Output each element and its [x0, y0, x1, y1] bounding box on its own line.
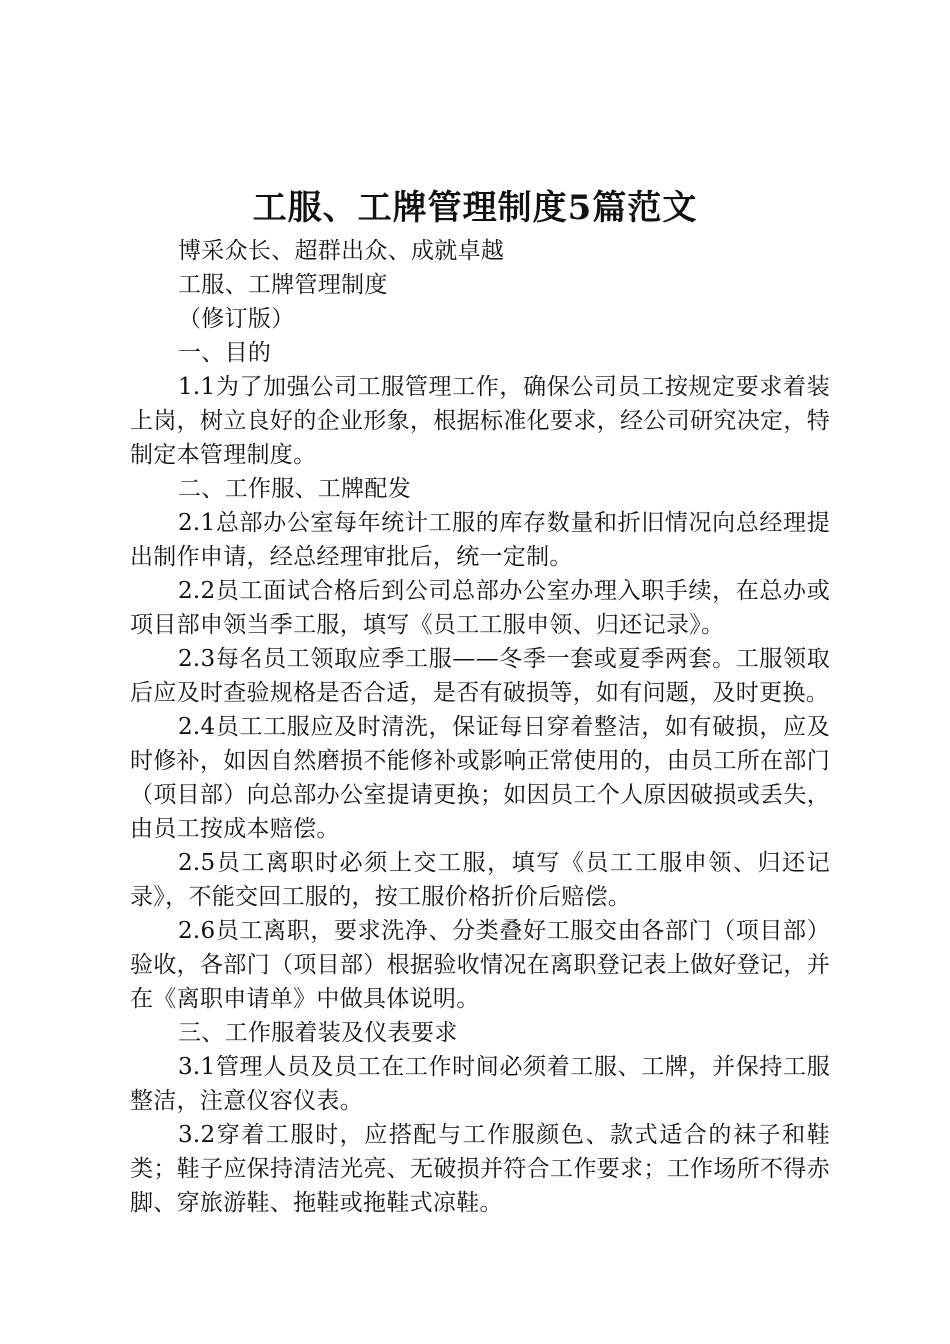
paragraph-3-2: 3.2穿着工服时，应搭配与工作服颜色、款式适合的袜子和鞋类；鞋子应保持清洁光亮、无破损并符合工作要求；工作场所不得赤脚、穿旅游鞋、拖鞋或拖鞋式凉鞋。 — [130, 1122, 830, 1216]
paragraph-3-1: 3.1管理人员及员工在工作时间必须着工服、工牌，并保持工服整洁，注意仪容仪表。 — [130, 1054, 830, 1114]
paragraph-subtitle: 工服、工牌管理制度 — [178, 272, 388, 298]
paragraph-2-2: 2.2员工面试合格后到公司总部办公室办理入职手续，在总办或项目部申领当季工服，填写《员工工服申领、归还记录》。 — [130, 578, 830, 638]
document-body — [130, 234, 830, 1220]
paragraph-2-6: 2.6员工离职，要求洗净、分类叠好工服交由各部门（项目部）验收，各部门（项目部）根据验收情况在离职登记表上做好登记，并在《离职申请单》中做具体说明。 — [130, 918, 830, 1012]
paragraph-slogan: 博采众长、超群出众、成就卓越 — [178, 238, 505, 264]
paragraph-2-1: 2.1总部办公室每年统计工服的库存数量和折旧情况向总经理提出制作申请，经总经理审批后，统一定制。 — [130, 510, 830, 570]
section-heading-dress-code: 三、工作服着装及仪表要求 — [178, 1020, 458, 1046]
paragraph-2-5: 2.5员工离职时必须上交工服，填写《员工工服申领、归还记录》，不能交回工服的，按工服价格折价后赔偿。 — [130, 850, 830, 910]
section-heading-distribution: 二、工作服、工牌配发 — [178, 476, 411, 502]
paragraph-revision: （修订版） — [178, 306, 295, 332]
paragraph-2-3: 2.3每名员工领取应季工服——冬季一套或夏季两套。工服领取后应及时查验规格是否合适，是否有破损等，如有问题，及时更换。 — [130, 646, 830, 706]
document-title: 工服、工牌管理制度5篇范文 — [252, 188, 698, 228]
section-heading-purpose: 一、目的 — [178, 340, 272, 366]
paragraph-1-1: 1.1为了加强公司工服管理工作，确保公司员工按规定要求着装上岗，树立良好的企业形象，根据标准化要求，经公司研究决定，特制定本管理制度。 — [130, 374, 830, 468]
paragraph-2-4: 2.4员工工服应及时清洗，保证每日穿着整洁，如有破损，应及时修补，如因自然磨损不能修补或影响正常使用的，由员工所在部门（项目部）向总部办公室提请更换；如因员工个人原因破损或丢失，由员工按成本赔偿。 — [130, 714, 830, 842]
